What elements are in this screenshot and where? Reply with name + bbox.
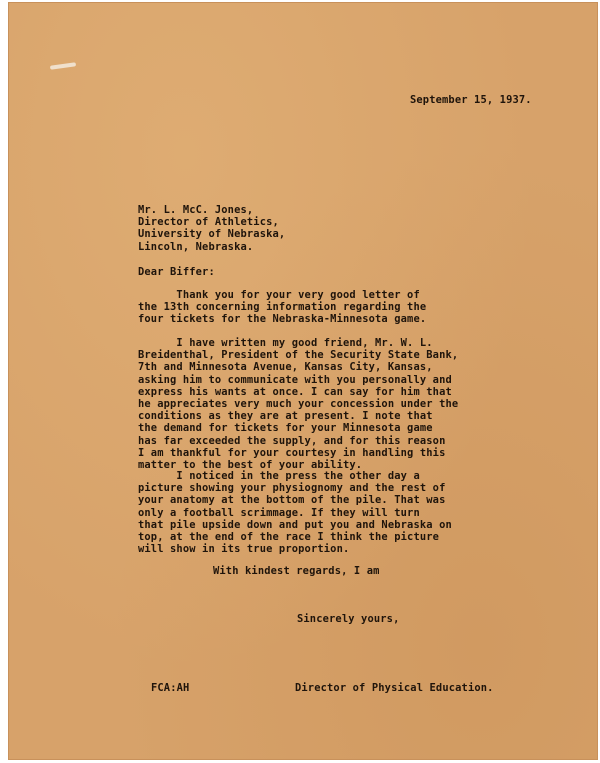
address-line: University of Nebraska, <box>138 228 286 241</box>
address-line: Mr. L. McC. Jones, <box>138 204 254 216</box>
complimentary-close: Sincerely yours, <box>297 613 400 625</box>
body-paragraph-1: Thank you for your very good letter of the 13th concerning information regarding the four tickets for the Nebraska-Minnesota game. <box>138 289 427 326</box>
regards-line: With kindest regards, I am <box>213 565 380 577</box>
letter-page <box>8 2 598 760</box>
reference-initials: FCA:AH <box>151 682 190 694</box>
recipient-address <box>138 204 285 253</box>
signature-title: Director of Physical Education. <box>295 682 494 694</box>
letter-date: September 15, 1937. <box>410 94 532 106</box>
body-paragraph-3: I noticed in the press the other day a picture showing your physiognomy and the rest of your anatomy at the bottom of the pile. That was only a football scrimmage. If they will turn that pile upside down and put you and Nebraska on top, at the end of the race I think the picture will show in its true proportion. <box>138 470 452 556</box>
address-line: Lincoln, Nebraska. <box>138 240 254 253</box>
address-line: Director of Athletics, <box>138 216 279 229</box>
salutation: Dear Biffer: <box>138 266 215 278</box>
body-paragraph-2: I have written my good friend, Mr. W. L. Breidenthal, President of the Security State Bank, 7th and Minnesota Avenue, Kansas City, Kansas, asking him to communicate with you personally and express his wants at once. I can say for him that he appreciates very much your concession under the conditions as they are at present. I note that the demand for tickets for your Minnesota game has far exceeded the supply, and for this reason I am thankful for your courtesy in handling this matter to the best of your ability. <box>138 337 459 472</box>
paper-scuff-mark <box>50 62 76 70</box>
